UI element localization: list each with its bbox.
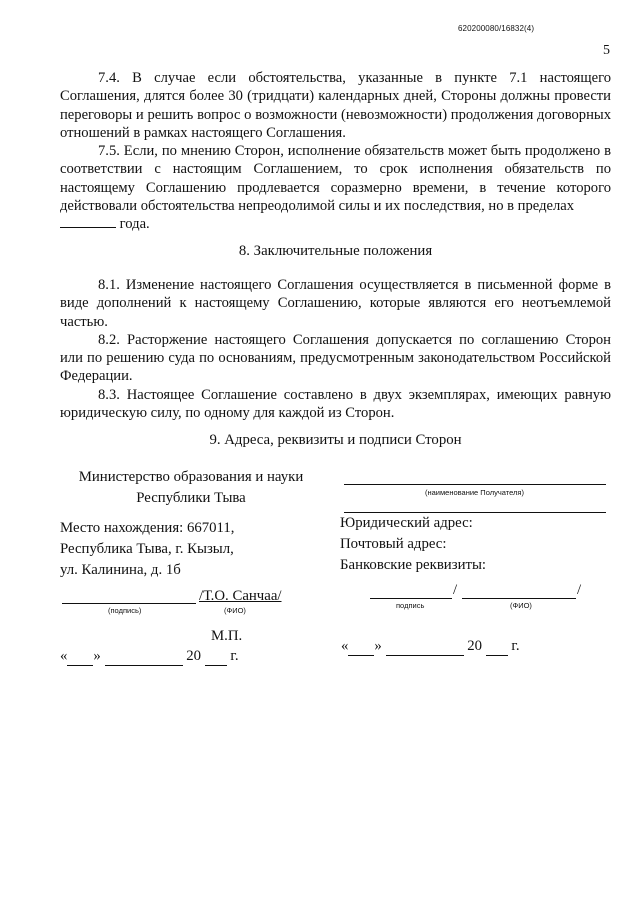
right-date-year-blank (486, 638, 508, 656)
paragraph-7-5-tail: года. (119, 216, 150, 233)
right-date-month-blank (386, 638, 464, 656)
section-8-body (60, 276, 611, 422)
paragraph-7-5 (60, 142, 611, 215)
term-blank (60, 215, 116, 228)
left-address-line3: ул. Калинина, д. 1б (60, 562, 181, 578)
paragraph-7-5-end (60, 215, 611, 233)
left-fio-caption: (ФИО) (224, 606, 246, 615)
right-slash-2: / (577, 582, 582, 598)
right-slash-1: / (453, 582, 458, 598)
paragraph-8-3: 8.3. Настоящее Соглашение составлено в двух экземплярах, имеющих равную юридическую силу, по одному для каждой из Сторон. (60, 386, 611, 422)
left-date-suffix: г. (230, 648, 239, 664)
left-date-year-blank (205, 648, 227, 666)
left-date-day-blank (67, 648, 93, 666)
page-number: 5 (603, 43, 610, 58)
paragraph-8-1: 8.1. Изменение настоящего Соглашения осуществляется в письменной форме в виде дополнений к настоящему Соглашению, которые являются его неотъемлемой частью. (60, 277, 611, 330)
left-date-close: » (93, 648, 101, 664)
right-date-day-blank (348, 638, 374, 656)
left-date-month-blank (105, 648, 183, 666)
left-address-line2: Республика Тыва, г. Кызыл, (60, 541, 234, 557)
recipient-name-caption: (наименование Получателя) (425, 488, 524, 497)
recipient-name-line (344, 484, 606, 485)
right-fio-line (462, 598, 576, 599)
left-address-line1: Место нахождения: 667011, (60, 520, 235, 536)
left-party-name-line2: Республики Тыва (136, 490, 246, 506)
left-party-name (60, 467, 322, 509)
postal-address-label: Почтовый адрес: (340, 536, 447, 552)
right-date-open: « (341, 638, 349, 654)
left-date-year: 20 (186, 648, 202, 664)
left-signature-line (62, 603, 196, 604)
paragraph-7-5-text: 7.5. Если, по мнению Сторон, исполнение обязательств может быть продолжено в соответствии с настоящим Соглашением, то срок исполнения обязательств по настоящему Соглашению продлевается соразмерно времени, в течение которого действовали обстоятельства непреодолимой силы и их последствия, но в пределах (60, 143, 611, 215)
paragraph-8-2: 8.2. Расторжение настоящего Соглашения допускается по соглашению Сторон или по решению суда по основаниям, предусмотренным законодательством Российской Федерации. (60, 331, 611, 385)
left-date-open: « (60, 648, 68, 664)
left-party-name-line1: Министерство образования и науки (78, 469, 304, 485)
left-signer-name: /Т.О. Санчаа/ (199, 588, 282, 604)
section-7-body (60, 69, 611, 234)
right-date-year: 20 (467, 638, 483, 654)
right-signature-line (370, 598, 452, 599)
right-fio-caption: (ФИО) (510, 601, 532, 610)
document-code: 620200080/16832(4) (458, 24, 535, 33)
section-9-title: 9. Адреса, реквизиты и подписи Сторон (209, 432, 462, 448)
left-sign-caption: (подпись) (108, 606, 142, 615)
paragraph-7-4: 7.4. В случае если обстоятельства, указанные в пункте 7.1 настоящего Соглашения, длятся более 30 (тридцати) календарных дней, Стороны должны провести переговоры и решить вопрос о возможности (невозможности) продолжения договорных отношений в рамках настоящего Соглашения. (60, 70, 611, 141)
right-date-suffix: г. (511, 638, 520, 654)
stamp-label: М.П. (211, 628, 243, 644)
section-8-title: 8. Заключительные положения (238, 243, 433, 259)
right-sign-caption: подпись (396, 601, 425, 610)
right-date (341, 638, 520, 656)
right-date-close: » (374, 638, 382, 654)
legal-address-label: Юридический адрес: (340, 515, 473, 531)
bank-details-label: Банковские реквизиты: (340, 557, 487, 573)
left-date (60, 648, 239, 666)
left-party-address (60, 518, 235, 581)
right-party-details (340, 513, 486, 576)
